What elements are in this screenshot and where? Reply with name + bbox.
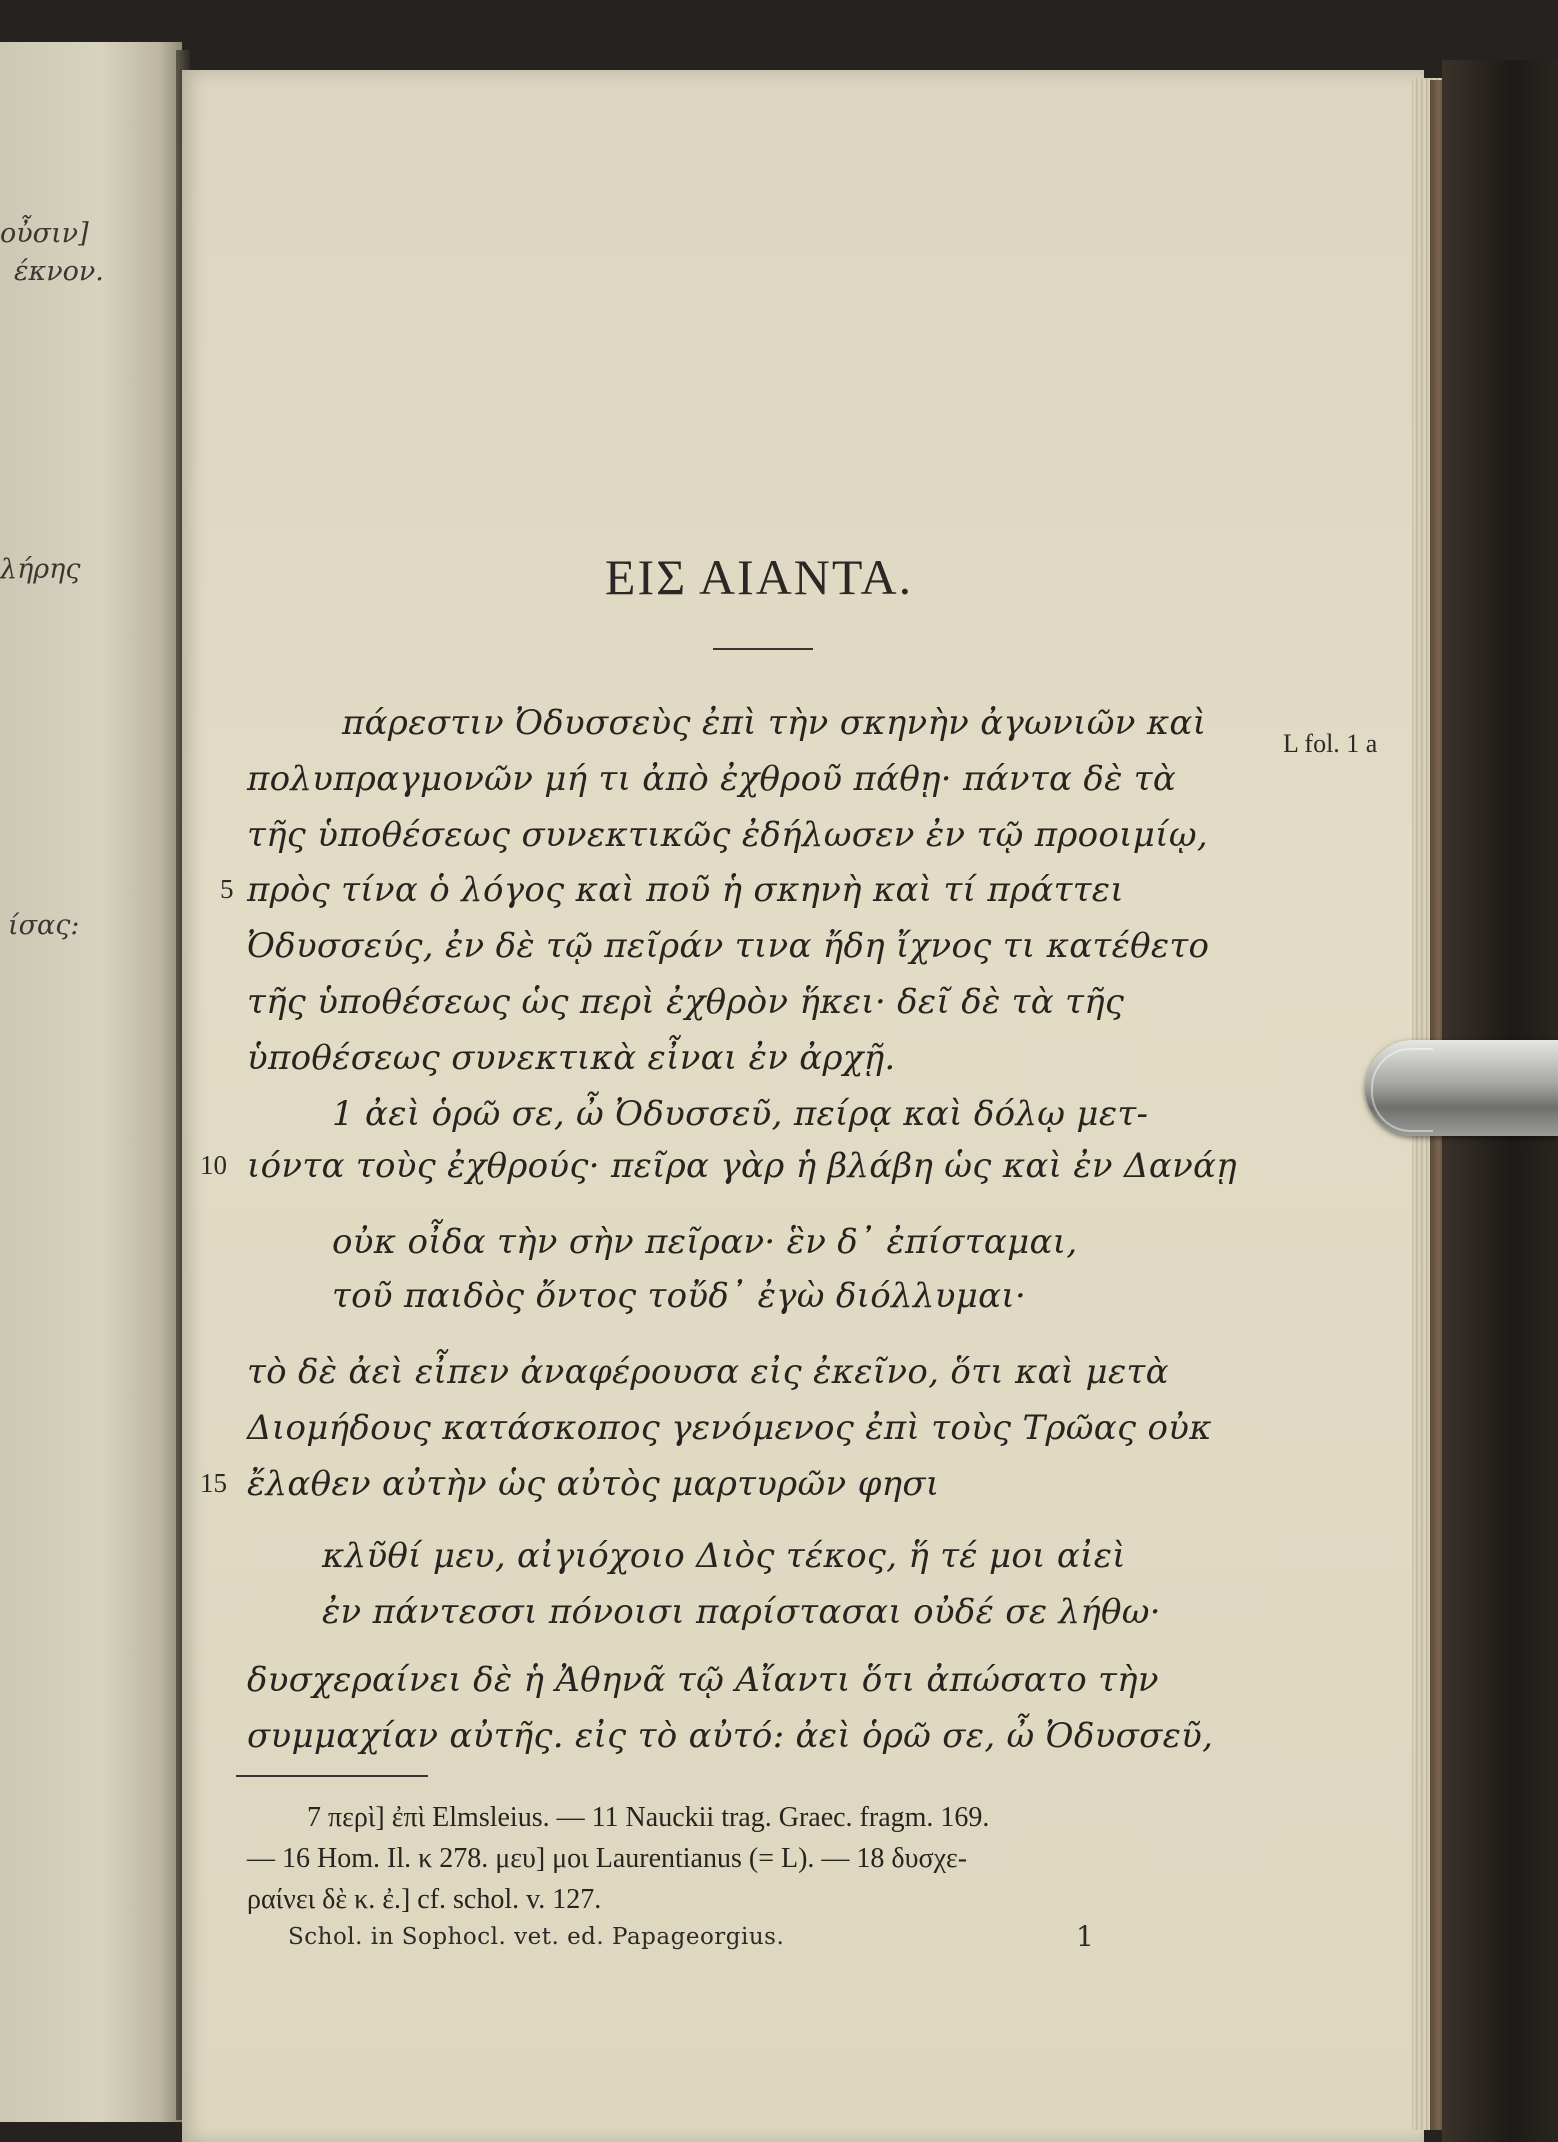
metal-clip [1365,1040,1558,1136]
quoted-verse: τοῦ παιδὸς ὄντος τοὔδ᾽ ἐγὼ διόλλυμαι· [332,1276,1027,1316]
quoted-verse: οὐκ οἶδα τὴν σὴν πεῖραν· ἓν δ᾽ ἐπίσταμαι, [332,1222,1078,1262]
text-line: πολυπραγμονῶν μή τι ἀπὸ ἐχθροῦ πάθῃ· πάντα δὲ τὰ [247,759,1177,799]
left-page-fragment: οὖσιν] [0,218,89,249]
footnote-line: — 16 Hom. Il. κ 278. μευ] μοι Laurentianus (= L). — 18 δυσχε- [247,1843,968,1874]
text-line: τῆς ὑποθέσεως συνεκτικῶς ἐδήλωσεν ἐν τῷ προοιμίῳ, [247,815,1208,855]
footnote-rule [236,1775,428,1777]
text-line: Διομήδους κατάσκοπος γενόμενος ἐπὶ τοὺς Τρῶας οὐκ [247,1408,1212,1448]
text-line: πάρεστιν Ὀδυσσεὺς ἐπὶ τὴν σκηνὴν ἀγωνιῶν καὶ [342,703,1207,743]
line-number: 10 [200,1150,227,1180]
text-line: ιόντα τοὺς ἐχθρούς· πεῖρα γὰρ ἡ βλάβη ὡς καὶ ἐν Δανάῃ [247,1146,1237,1186]
running-footer: Schol. in Sophocl. vet. ed. Papageorgius. [288,1924,785,1950]
text-line: πρὸς τίνα ὁ λόγος καὶ ποῦ ἡ σκηνὴ καὶ τί πράττει [247,870,1124,910]
text-line: 1 ἀεὶ ὁρῶ σε, ὦ Ὀδυσσεῦ, πείρᾳ καὶ δόλῳ μετ- [332,1094,1149,1134]
text-line: συμμαχίαν αὐτῆς. εἰς τὸ αὐτό: ἀεὶ ὁρῶ σε, ὦ Ὀδυσσεῦ, [247,1716,1214,1756]
title-rule [713,648,813,650]
left-page-fragment: ίσας: [8,910,80,941]
left-page [0,42,182,2122]
text-line: ἔλαθεν αὐτὴν ὡς αὐτὸς μαρτυρῶν φησι [247,1464,940,1504]
quoted-verse: ἐν πάντεσσι πόνοισι παρίστασαι οὐδέ σε λήθω· [322,1592,1161,1632]
text-line: ὑποθέσεως συνεκτικὰ εἶναι ἐν ἀρχῇ. [247,1038,896,1078]
left-page-fragment: έκνον. [14,256,104,287]
text-line: Ὀδυσσεύς, ἐν δὲ τῷ πεῖράν τινα ἤδη ἴχνος τι κατέθετο [247,926,1210,966]
text-line: δυσχεραίνει δὲ ἡ Ἀθηνᾶ τῷ Αἴαντι ὅτι ἀπώσατο τὴν [247,1660,1159,1700]
page-title: ΕΙΣ ΑΙΑΝΤΑ. [604,549,914,605]
left-page-fragment: λήρης [0,554,81,585]
footnote-line: 7 περὶ] ἐπὶ Elmsleius. — 11 Nauckii trag. Graec. fragm. 169. [307,1802,990,1833]
text-line: τὸ δὲ ἀεὶ εἶπεν ἀναφέρουσα εἰς ἐκεῖνο, ὅτι καὶ μετὰ [247,1352,1169,1392]
footnote-line: ραίνει δὲ κ. ἐ.] cf. schol. v. 127. [247,1884,602,1915]
page-number: 1 [1076,1920,1095,1953]
line-number: 15 [200,1468,227,1498]
quoted-verse: κλῦθί μευ, αἰγιόχοιο Διὸς τέκος, ἥ τέ μοι αἰεὶ [322,1536,1126,1576]
line-number: 5 [220,874,234,904]
text-line: τῆς ὑποθέσεως ὡς περὶ ἐχθρὸν ἥκει· δεῖ δὲ τὰ τῆς [247,982,1125,1022]
margin-note: L fol. 1 a [1283,729,1378,758]
